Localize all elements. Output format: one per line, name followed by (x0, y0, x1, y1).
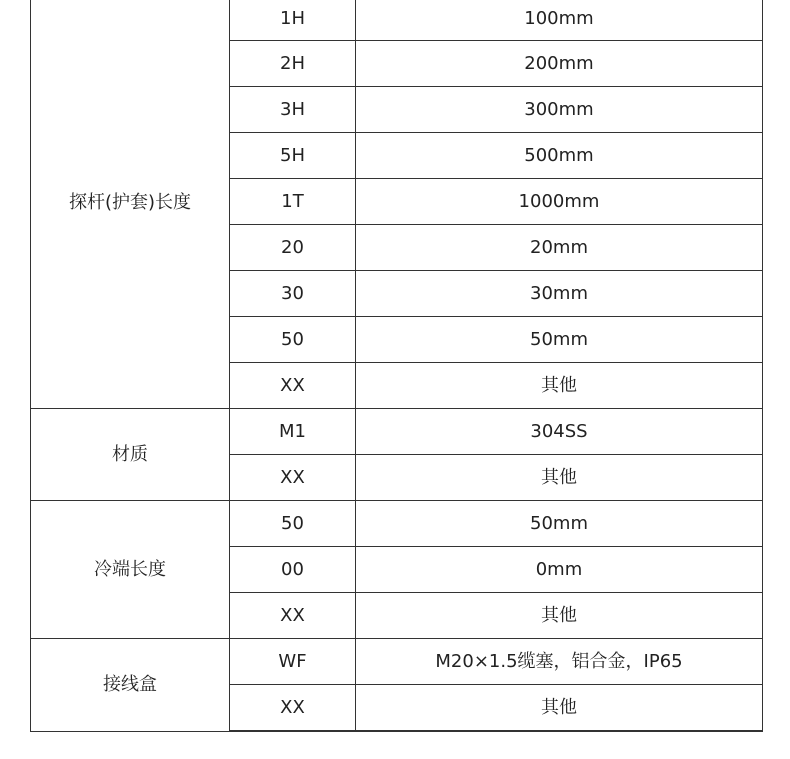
group-label-probe-length: 探杆(护套)长度 (31, 0, 230, 409)
group-label-junction-box: 接线盒 (31, 639, 230, 732)
option-desc: M20×1.5缆塞，铝合金，IP65 (356, 639, 763, 685)
option-code: XX (230, 363, 356, 409)
option-desc: 300mm (356, 87, 763, 133)
spec-table (30, 0, 763, 732)
option-code: 30 (230, 271, 356, 317)
option-desc: 30mm (356, 271, 763, 317)
option-code: 3H (230, 87, 356, 133)
option-code: 20 (230, 225, 356, 271)
option-code: 2H (230, 41, 356, 87)
option-desc: 1000mm (356, 179, 763, 225)
option-desc: 其他 (356, 455, 763, 501)
option-desc: 50mm (356, 317, 763, 363)
option-desc: 304SS (356, 409, 763, 455)
group-label-cold-end-length: 冷端长度 (31, 501, 230, 639)
option-code: WF (230, 639, 356, 685)
option-desc: 其他 (356, 593, 763, 639)
option-code: 1H (230, 0, 356, 41)
option-code: XX (230, 593, 356, 639)
option-desc: 50mm (356, 501, 763, 547)
option-desc: 100mm (356, 0, 763, 41)
option-desc: 500mm (356, 133, 763, 179)
option-desc: 200mm (356, 41, 763, 87)
option-desc: 其他 (356, 685, 763, 732)
option-desc: 其他 (356, 363, 763, 409)
option-code: XX (230, 455, 356, 501)
group-label-material: 材质 (31, 409, 230, 501)
table-row (31, 639, 763, 685)
option-desc: 0mm (356, 547, 763, 593)
table-row (31, 0, 763, 41)
option-code: XX (230, 685, 356, 732)
table-row (31, 409, 763, 455)
option-code: 50 (230, 501, 356, 547)
option-code: 50 (230, 317, 356, 363)
option-code: 00 (230, 547, 356, 593)
option-desc: 20mm (356, 225, 763, 271)
option-code: 1T (230, 179, 356, 225)
table-row (31, 501, 763, 547)
option-code: M1 (230, 409, 356, 455)
option-code: 5H (230, 133, 356, 179)
